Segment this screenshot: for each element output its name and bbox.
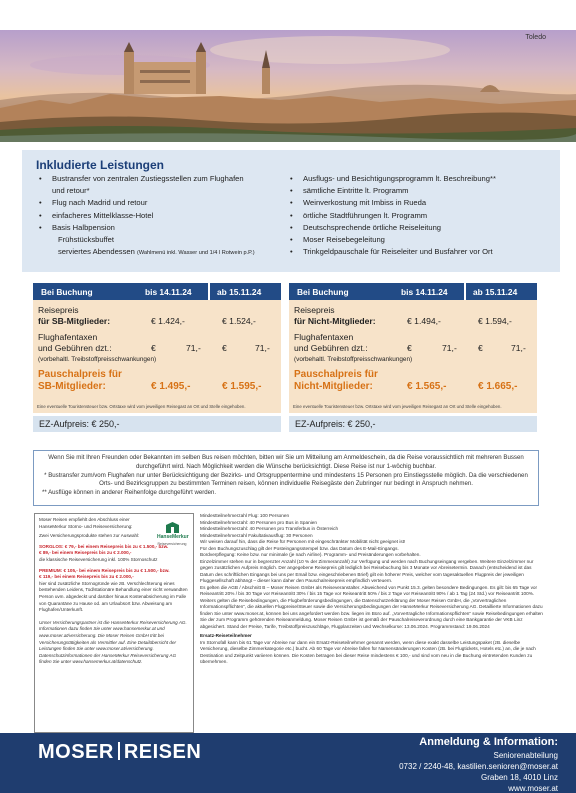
tax-note: (vorbehaltl. Treibstoffpreisschwankungen)	[38, 356, 157, 363]
price-label: für SB-Mitglieder:	[38, 316, 111, 326]
tax-value: 71,-	[442, 343, 457, 353]
price-box-header	[289, 283, 537, 300]
price-value: € 1.494,-	[407, 316, 441, 326]
logo-left: MOSER	[38, 741, 114, 763]
list-item: • Weinverkostung mit Imbiss in Rueda	[287, 197, 557, 209]
tourist-tax-note: Eine eventuelle Touristensteuer bzw. Ortstaxe wird vom jeweiligen Reisegast an Ort und Stelle eingehoben.	[37, 404, 246, 409]
info-paragraph: ** Ausflüge können in anderer Reihenfolge durchgeführt werden.	[42, 489, 217, 497]
header-divider	[464, 283, 466, 300]
package-label: Pauschalpreis für	[38, 369, 122, 380]
header-until: bis 14.11.24	[401, 287, 448, 297]
price-label: Reisepreis	[38, 305, 79, 315]
header-divider	[208, 283, 210, 300]
logo-name: HanseMerkur	[157, 534, 189, 540]
package-label: Nicht-Mitglieder:	[294, 381, 373, 392]
single-room-surcharge: EZ-Aufpreis: € 250,-	[33, 416, 281, 432]
tax-label: Flughafentaxen	[294, 332, 354, 342]
header-booking: Bei Buchung	[41, 287, 93, 297]
price-box-non-members	[289, 283, 537, 413]
package-value: € 1.565,-	[407, 381, 447, 392]
premium-desc: hier sind zusätzliche Stornogründe wie zB. Verschlechterung eines bestehenden Leidens, Tod/stationäre Behandlung einer nicht verwandten Person uvm. abgedeckt und darüber hinaus Kostenabsicherung im Falle von Quarantäne zu Hause od. am Urlaubsort bzw. Abweisung am Flughafen/Unterkunft.	[39, 580, 188, 613]
price-value: € 1.524,-	[222, 316, 256, 326]
contact-phone-email[interactable]: 0732 / 2240-48, kastilien.senioren@moser.at	[399, 762, 558, 771]
list-item: • sämtliche Eintritte lt. Programm	[287, 185, 557, 197]
contact-website-link[interactable]: www.moser.at	[508, 784, 558, 793]
insurance-legal: Unser Versicherungspartner ist die HanseMerkur Reiseversicherung AG. Informationen dazu finden Sie unter www.hansemerkur.at und www.moser.at/versicherung. Die Moser Reisen GmbH tritt bei Versicherungstätigkeiten als Vermittler auf. Eine Detailübersicht der Leistungen finden Sie unter www.moser.at/versicherung. Datenschutzinformationen der HanseMerkur Reiseversicherung AG finden Sie unter www.hansemerkur.at/datenschutz.	[39, 619, 187, 665]
hansemerkur-logo	[157, 522, 187, 547]
contact-address: Graben 18, 4010 Linz	[481, 773, 558, 782]
package-value: € 1.495,-	[151, 381, 191, 392]
storno-title: SORGLOS: € 79,- bei einem Reisepreis bis zu € 1.500,- bzw.	[39, 543, 169, 549]
logo-separator	[118, 742, 120, 760]
header-until: bis 14.11.24	[145, 287, 192, 297]
included-list-left	[36, 173, 301, 259]
tax-value: 71,-	[255, 343, 270, 353]
hansemerkur-icon	[166, 522, 179, 533]
ersatz-text: Im Stornofall kann bis 61 Tage vor Abreise nur dann ein Ersatz-Reiseteilnehmer genannt werden, wenn diese exakt dasselbe Leistungspaket (zB. dieselbe Versicherung, dieselbe Zimmerkategorie etc.) bucht. Ab 60 Tage vor Abreise fallen für Namensänderungen Kosten (zB. bei Flugtickets, Hotels etc.) an, die je nach Destination und Zeitpunkt variieren können. Die Kosten betragen bei dieser Reise mindestens € 100,- und sind vom neu in die Buchung eintretenden Kunden zu übernehmen.	[200, 639, 536, 664]
list-item: Frühstücksbuffet	[58, 235, 114, 245]
package-value: € 1.665,-	[478, 381, 518, 392]
moser-reisen-logo	[38, 741, 201, 764]
insurance-box	[34, 513, 194, 733]
storno-desc: die klassische Reiseversicherung inkl. 100% Stornoschutz	[39, 556, 158, 562]
package-label: Pauschalpreis für	[294, 369, 378, 380]
list-item: • Trinkgeldpauschale für Reiseleiter und Busfahrer vor Ort	[287, 246, 557, 258]
tax-currency: €	[222, 343, 227, 353]
terms-line: Wir weisen darauf hin, dass die Reise für Personen mit eingeschränkter Mobilität nicht geeignet ist!	[200, 539, 406, 544]
tax-value: 71,-	[186, 343, 201, 353]
list-item-note: (Wahlmenü inkl. Wasser und 1/4 l Rotwein p.P.)	[136, 250, 255, 257]
list-item: • Deutschsprechende örtliche Reiseleitung	[287, 222, 557, 234]
logo-sub: Reiseversicherung	[157, 541, 187, 546]
tax-note: (vorbehaltl. Treibstoffpreisschwankungen)	[294, 356, 413, 363]
tax-label: und Gebühren dzt.:	[294, 343, 368, 353]
premium-title: PREMIUM: € 105,- bei einem Reisepreis bis zu € 1.500,- bzw.	[39, 567, 170, 573]
package-value: € 1.595,-	[222, 381, 262, 392]
tax-value: 71,-	[511, 343, 526, 353]
booking-info-box	[33, 450, 539, 506]
list-item: • Moser Reisebegeleitung	[287, 234, 557, 246]
package-label: SB-Mitglieder:	[38, 381, 106, 392]
tax-label: und Gebühren dzt.:	[38, 343, 112, 353]
header-from: ab 15.11.24	[217, 287, 262, 297]
insurance-pick: Zwei Versicherungsprodukte stehen zur Auswahl:	[39, 533, 140, 539]
contact-block	[399, 735, 558, 793]
price-label: für Nicht-Mitglieder:	[294, 316, 376, 326]
hero-image	[0, 30, 576, 142]
tax-currency: €	[407, 343, 412, 353]
header-booking: Bei Buchung	[297, 287, 349, 297]
tax-currency: €	[151, 343, 156, 353]
hero-caption: Toledo	[525, 34, 546, 41]
contact-heading: Anmeldung & Information:	[419, 736, 558, 748]
footer	[0, 733, 576, 793]
terms-line: Mindestteilnehmerzahl Fakultativausflug: 30 Personen	[200, 532, 313, 538]
list-item: • Ausflugs- und Besichtigungsprogramm lt. Beschreibung**	[287, 173, 557, 185]
tax-label: Flughafentaxen	[38, 332, 98, 342]
price-box-members	[33, 283, 281, 413]
insurance-intro: Moser Reisen empfiehlt den Abschluss einer HanseMerkur Storno- und Reiseversicherung:	[39, 517, 133, 529]
included-title: Inkludierte Leistungen	[36, 158, 165, 172]
terms-line: Für den Buchungszuschlag gilt der Posteingangsstempel bzw. das Datum des E-Mail-Eingangs.	[200, 545, 399, 551]
list-item: • örtliche Stadtführungen lt. Programm	[287, 210, 557, 222]
terms-line: Einzelzimmer stehen nur in begrenzter Anzahl (10 % der Zimmeranzahl) zur Verfügung und werden nach Buchungseingang vergeben. Weitere Einzelzimmer nur gegen zusätzlichen Aufpreis möglich. Der angegebene Reisepreis gilt lediglich bei Reisebuchung bis 3 Monate vor Abreisetermin. Danach (entscheidend ist das Datum des schriftlichen Eingangs bei uns per Email bzw. eingeschriebenen Brief) gilt ein höherer Preis, welcher vom tagesaktuellen Flugpreis der jeweiligen Fluggesellschaft abhängt – dieser kann daher den Pauschalreisepreis empfindlich verteuern.	[200, 558, 534, 583]
list-item: • einfacheres Mittelklasse-Hotel	[36, 210, 301, 222]
info-paragraph: Wenn Sie mit Ihren Freunden oder Bekannten im selben Bus reisen möchten, bitten wir Sie um Mitteilung am Anmeldeschein, da die Reise voraussichtlich mit mehreren Bussen durchgeführt wird. Nach Möglichkeit werden die Wünsche berücksichtigt. Diese Reise ist nur 1-wöchig buchbar.	[48, 454, 524, 470]
price-value: € 1.424,-	[151, 316, 185, 326]
price-value: € 1.594,-	[478, 316, 512, 326]
price-box-header	[33, 283, 281, 300]
list-item: • Bustransfer von zentralen Zustiegsstellen zum Flughafen	[36, 173, 301, 185]
premium-line: € 119,- bei einem Reisepreis bis zu € 2.000,-	[39, 574, 134, 580]
included-services-panel	[22, 150, 560, 272]
price-label: Reisepreis	[294, 305, 335, 315]
included-list-right	[287, 173, 557, 258]
tourist-tax-note: Eine eventuelle Touristensteuer bzw. Ortstaxe wird vom jeweiligen Reisegast an Ort und Stelle eingehoben.	[293, 404, 502, 409]
list-item: • Flug nach Madrid und retour	[36, 197, 301, 209]
list-item	[36, 246, 301, 259]
list-item-text: serviertes Abendessen	[58, 247, 135, 257]
info-paragraph: * Bustransfer zum/vom Flughafen nur unter Berücksichtigung der Bezirks- und Ortsgruppentermine und mindestens 15 Personen pro Einstiegsstelle möglich. Da die verschiedenen Orts- und Bezirksgruppen zu bestimmten Terminen reisen, können individuelle Reisegäste den Zubringer nur bedingt in Anspruch nehmen.	[44, 471, 528, 488]
toledo-skyline-illustration	[0, 30, 576, 142]
logo-right: REISEN	[123, 741, 202, 763]
list-item: und retour*	[52, 186, 90, 196]
terms-line: Mindestteilnehmerzahl: 40 Personen pro Transferbus in Österreich	[200, 526, 339, 531]
terms-line: Mindestteilnehmerzahl Flug: 100 Personen	[200, 513, 290, 518]
single-room-surcharge: EZ-Aufpreis: € 250,-	[289, 416, 537, 432]
storno-line: € 89,- bei einem Reisepreis bis zu € 2.000,-	[39, 550, 132, 556]
contact-dept: Seniorenabteilung	[493, 751, 558, 760]
header-from: ab 15.11.24	[473, 287, 518, 297]
ersatz-title: Ersatz-Reiseteilnehmer	[200, 633, 252, 638]
terms-text	[200, 513, 545, 733]
tax-currency: €	[478, 343, 483, 353]
terms-line: Es gelten die AGB / Abschnitt B – Moser Reisen GmbH als Reiseveranstalter. Abweichend von Punkt 15.3. gelten besondere Bedingungen. Es gilt: bis 65 Tage vor Reiseantritt 20% / bis 30 Tage vor Reiseantritt 30% / bis 15 Tage vor Reiseantritt 50% / bis 2 Tage vor Reiseantritt 90% / ab 1 Tag (24 Std.) vor Reiseantritt 100%. Weiters gelten die Reisebedingungen, die Flugbeförderungsbedingungen, die Datenschutzerklärung der Moser Reisen GmbH, die „Vorvertraglichen Informationspflichten“, die aktuellen Flugpreise/Steuer sowie die Versicherungsbedingungen der HanseMerkur Reiseversicherung AG. Detaillierte Informationen dazu finden Sie unter www.moser.at, können bei uns angefordert werden bzw. liegen im Büro auf. „Vorvertragliche Informationspflichten“ sowie Reisebedingungen erhalten Sie der zum Programm gehörenden Reiseanmeldung. Moser Reisen GmbH ist gemäß der Pauschalreiseverordnung durch eine Bankgarantie der VKB Linz abgesichert. Stand der Preise, Tarife, Treibstoffpreiszuschläge, Flugplanzeiten und Wechselkurse: 13.06.2024. Programmstand: 19.06.2024	[200, 584, 543, 629]
list-item: • Basis Halbpension	[36, 222, 301, 234]
terms-line: Mindestteilnehmerzahl: 40 Personen pro Bus in Spanien	[200, 519, 317, 525]
terms-line: Bordverpflegung: Keine bzw. nur minimale (je nach Airline). Programm- und Preisänderungen vorbehalten.	[200, 552, 421, 557]
